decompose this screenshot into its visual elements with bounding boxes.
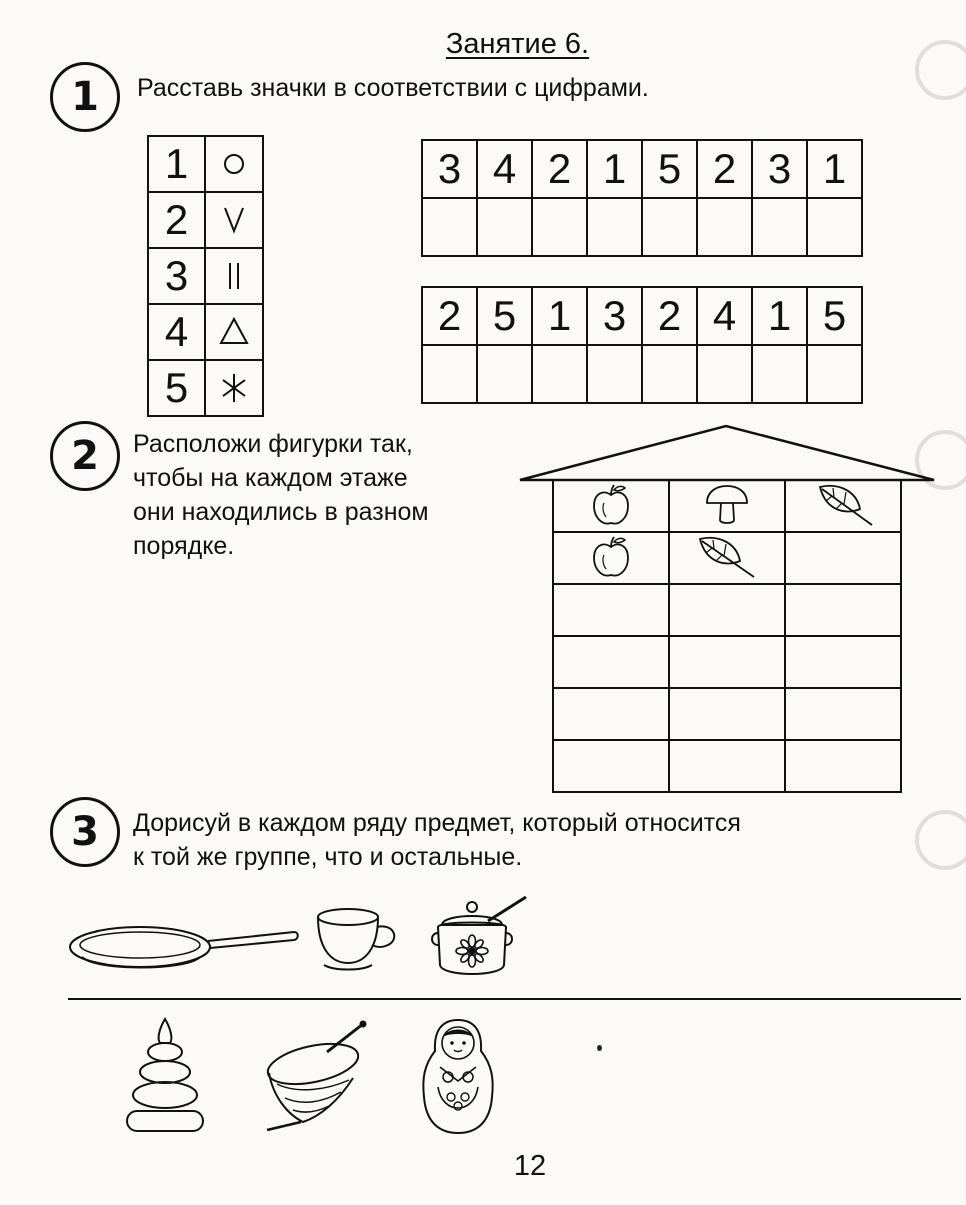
sequence-table-1 xyxy=(421,139,863,257)
key-symbol-cell xyxy=(205,304,263,360)
answer-cell[interactable] xyxy=(532,198,587,256)
house-cell[interactable] xyxy=(785,532,901,584)
answer-cell[interactable] xyxy=(752,198,807,256)
double-bar-icon xyxy=(206,249,262,303)
task-1-number-badge: 1 xyxy=(50,62,120,132)
house-cell[interactable] xyxy=(553,636,669,688)
house-cell[interactable] xyxy=(785,480,901,532)
asterisk-icon xyxy=(206,361,262,415)
answer-cell[interactable] xyxy=(697,345,752,403)
sequence-answer-row xyxy=(422,198,862,256)
house-cell[interactable] xyxy=(669,740,785,792)
leaf-icon xyxy=(670,533,784,583)
sequence-digit: 2 xyxy=(642,287,697,345)
instruction-line: порядке. xyxy=(133,532,235,560)
house-cell[interactable] xyxy=(669,636,785,688)
house-floor xyxy=(553,688,901,740)
key-row xyxy=(148,360,263,416)
house-cell[interactable] xyxy=(785,740,901,792)
house-cell[interactable] xyxy=(553,740,669,792)
house-floor xyxy=(553,740,901,792)
key-row xyxy=(148,136,263,192)
task-2-number-badge: 2 xyxy=(50,421,120,491)
answer-cell[interactable] xyxy=(642,198,697,256)
house-grid xyxy=(552,479,902,793)
spinning-top-icon xyxy=(257,1018,372,1133)
mushroom-icon xyxy=(670,481,784,531)
sequence-digit: 1 xyxy=(532,287,587,345)
instruction-line: чтобы на каждом этаже xyxy=(133,464,408,492)
house-cell[interactable] xyxy=(669,688,785,740)
answer-cell[interactable] xyxy=(752,345,807,403)
answer-cell[interactable] xyxy=(807,198,862,256)
ink-speck xyxy=(597,1045,602,1051)
key-symbol-cell xyxy=(205,192,263,248)
pot-icon xyxy=(428,893,536,987)
row-divider xyxy=(68,998,961,1000)
key-row xyxy=(148,248,263,304)
sequence-digit: 1 xyxy=(807,140,862,198)
teacup-icon xyxy=(312,905,404,977)
apple-icon xyxy=(554,481,668,531)
key-digit: 3 xyxy=(148,248,205,304)
instruction-line: к той же группе, что и остальные. xyxy=(133,843,523,871)
sequence-digit: 4 xyxy=(697,287,752,345)
frying-pan-icon xyxy=(66,915,301,980)
answer-cell[interactable] xyxy=(697,198,752,256)
answer-cell[interactable] xyxy=(587,198,642,256)
circle-icon xyxy=(206,137,262,191)
task-2-instruction xyxy=(133,427,429,563)
instruction-line: Расположи фигурки так, xyxy=(133,430,413,458)
instruction-line: они находились в разном xyxy=(133,498,429,526)
key-digit: 4 xyxy=(148,304,205,360)
key-digit: 5 xyxy=(148,360,205,416)
sequence-digit: 5 xyxy=(807,287,862,345)
key-digit: 1 xyxy=(148,136,205,192)
sequence-digit: 5 xyxy=(477,287,532,345)
matryoshka-icon xyxy=(418,1017,498,1137)
v-icon xyxy=(206,193,262,247)
house-cell[interactable] xyxy=(669,532,785,584)
house-cell[interactable] xyxy=(785,584,901,636)
sequence-digit: 2 xyxy=(422,287,477,345)
sequence-digit: 2 xyxy=(532,140,587,198)
triangle-icon xyxy=(206,305,262,359)
house-floor xyxy=(553,636,901,688)
house-cell[interactable] xyxy=(669,584,785,636)
sequence-digit: 3 xyxy=(752,140,807,198)
key-symbol-cell xyxy=(205,360,263,416)
key-symbol-cell xyxy=(205,136,263,192)
key-row xyxy=(148,304,263,360)
answer-cell[interactable] xyxy=(477,198,532,256)
answer-cell[interactable] xyxy=(477,345,532,403)
answer-cell[interactable] xyxy=(532,345,587,403)
answer-cell[interactable] xyxy=(422,345,477,403)
task-1-instruction: Расставь значки в соответствии с цифрами. xyxy=(137,74,649,102)
key-row xyxy=(148,192,263,248)
answer-cell[interactable] xyxy=(642,345,697,403)
sequence-digit-row xyxy=(422,140,862,198)
answer-cell[interactable] xyxy=(807,345,862,403)
sequence-digit: 4 xyxy=(477,140,532,198)
sequence-digit: 1 xyxy=(587,140,642,198)
lesson-title: Занятие 6. xyxy=(445,28,590,60)
house-cell[interactable] xyxy=(669,480,785,532)
task-3-number-badge: 3 xyxy=(50,797,120,867)
sequence-digit: 1 xyxy=(752,287,807,345)
house-cell[interactable] xyxy=(553,584,669,636)
task-3-instruction xyxy=(133,806,741,874)
house-floor xyxy=(553,480,901,532)
answer-cell[interactable] xyxy=(422,198,477,256)
sequence-digit: 3 xyxy=(587,287,642,345)
house-cell[interactable] xyxy=(785,688,901,740)
house-cell[interactable] xyxy=(553,480,669,532)
leaf-icon xyxy=(786,481,900,531)
instruction-line: Дорисуй в каждом ряду предмет, который относится xyxy=(133,809,741,837)
symbol-key-table xyxy=(147,135,264,417)
sequence-digit: 2 xyxy=(697,140,752,198)
sequence-digit: 3 xyxy=(422,140,477,198)
key-symbol-cell xyxy=(205,248,263,304)
sequence-answer-row xyxy=(422,345,862,403)
house-floor xyxy=(553,584,901,636)
key-digit: 2 xyxy=(148,192,205,248)
house-roof xyxy=(518,423,938,483)
page-number: 12 xyxy=(513,1150,547,1182)
ring-pyramid-icon xyxy=(122,1017,208,1135)
house-cell[interactable] xyxy=(785,636,901,688)
apple-icon xyxy=(554,533,668,583)
sequence-digit-row xyxy=(422,287,862,345)
sequence-digit: 5 xyxy=(642,140,697,198)
house-cell[interactable] xyxy=(553,532,669,584)
answer-cell[interactable] xyxy=(587,345,642,403)
house-cell[interactable] xyxy=(553,688,669,740)
house-floor xyxy=(553,532,901,584)
sequence-table-2 xyxy=(421,286,863,404)
